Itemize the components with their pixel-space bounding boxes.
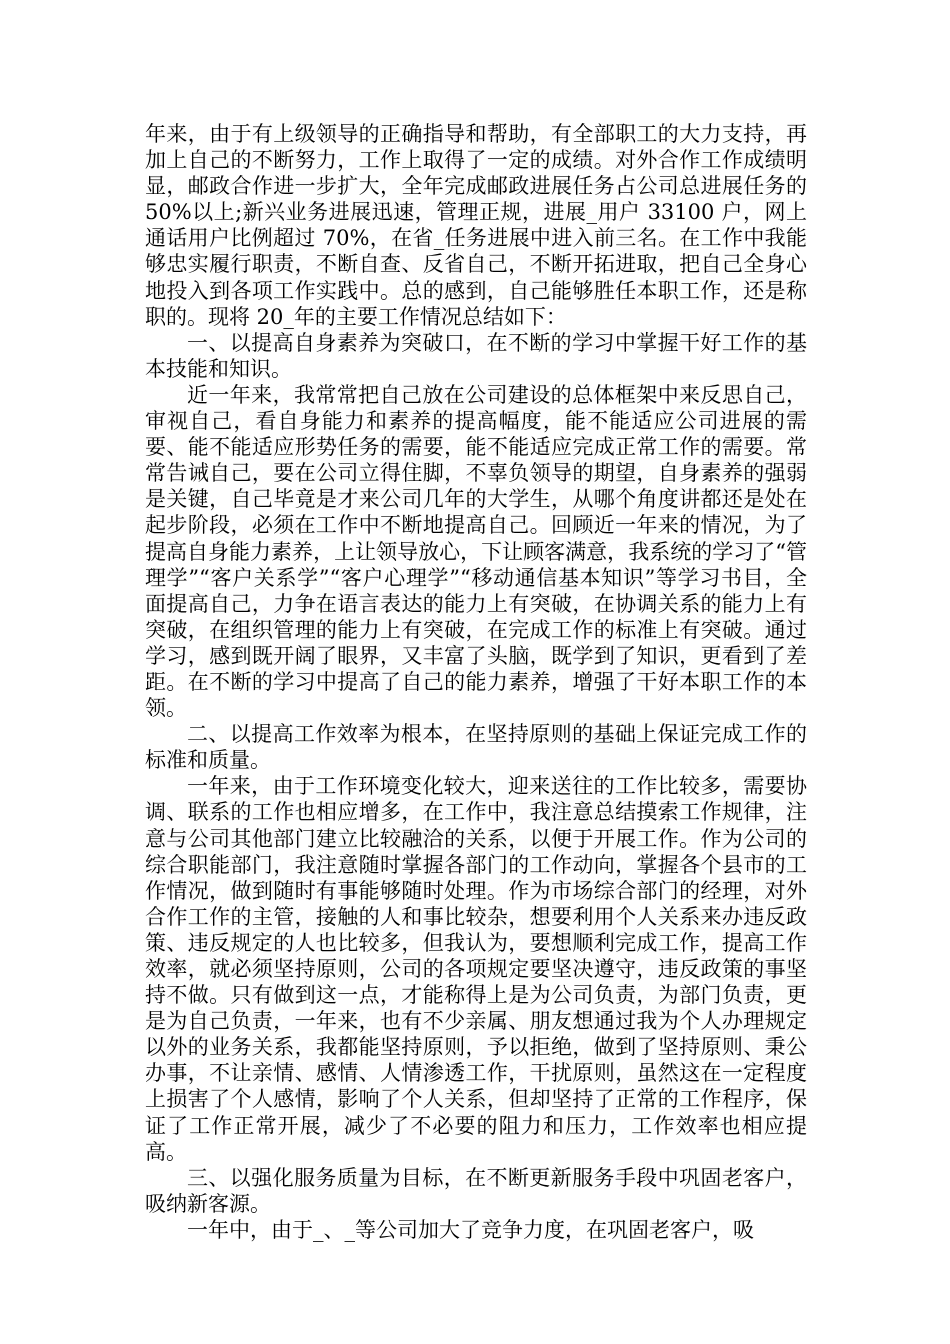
section-heading-1: 一、以提高自身素养为突破口，在不断的学习中掌握干好工作的基本技能和知识。 (145, 330, 807, 381)
paragraph-service: 一年中，由于_、_等公司加大了竞争力度，在巩固老客户，吸 (187, 1217, 754, 1242)
document-page (145, 121, 807, 1243)
paragraph-intro: 年来，由于有上级领导的正确指导和帮助，有全部职工的大力支持，再加上自己的不断努力，工作上取得了一定的成绩。对外合作工作成绩明显，邮政合作进一步扩大，全年完成邮政进展任务占公司总进展任务的 50%以上;新兴业务进展迅速，管理正规，进展_用户 33100 户，网上通话用户比例超过 70%，在省_任务进展中进入前三名。在工作中我能够忠实履行职责，不断自查、反省自己，不断开拓进取，把自己全身心地投入到各项工作实践中。总的感到，自己能够胜任本职工作，还是称职的。现将 20_年的主要工作情况总结如下： (145, 122, 807, 329)
section-heading-3: 三、以强化服务质量为目标，在不断更新服务手段中巩固老客户，吸纳新客源。 (145, 1165, 807, 1216)
section-heading-2: 二、以提高工作效率为根本，在坚持原则的基础上保证完成工作的标准和质量。 (145, 722, 807, 773)
paragraph-learning: 近一年来，我常常把自己放在公司建设的总体框架中来反思自己，审视自己，看自身能力和素养的提高幅度，能不能适应公司进展的需要、能不能适应形势任务的需要，能不能适应完成正常工作的需要。常常告诫自己，要在公司立得住脚，不辜负领导的期望，自身素养的强弱是关键，自己毕竟是才来公司几年的大学生，从哪个角度讲都还是处在起步阶段，必须在工作中不断地提高自己。回顾近一年来的情况，为了提高自身能力素养，上让领导放心，下让顾客满意，我系统的学习了“管理学”“客户关系学”“客户心理学”“移动通信基本知识”等学习书目，全面提高自己，力争在语言表达的能力上有突破，在协调关系的能力上有突破，在组织管理的能力上有突破，在完成工作的标准上有突破。通过学习，感到既开阔了眼界，又丰富了头脑，既学到了知识，更看到了差距。在不断的学习中提高了自己的能力素养，增强了干好本职工作的本领。 (145, 382, 807, 721)
paragraph-efficiency: 一年来，由于工作环境变化较大，迎来送往的工作比较多，需要协调、联系的工作也相应增多，在工作中，我注意总结摸索工作规律，注意与公司其他部门建立比较融洽的关系，以便于开展工作。作为公司的综合职能部门，我注意随时掌握各部门的工作动向，掌握各个县市的工作情况，做到随时有事能够随时处理。作为市场综合部门的经理，对外合作工作的主管，接触的人和事比较杂，想要利用个人关系来办违反政策、违反规定的人也比较多，但我认为，要想顺利完成工作，提高工作效率，就必须坚持原则，公司的各项规定要坚决遵守，违反政策的事坚持不做。只有做到这一点，才能称得上是为公司负责，为部门负责，更是为自己负责，一年来，也有不少亲属、朋友想通过我为个人办理规定以外的业务关系，我都能坚持原则，予以拒绝，做到了坚持原则、秉公办事，不让亲情、感情、人情渗透工作，干扰原则，虽然这在一定程度上损害了个人感情，影响了个人关系，但却坚持了正常的工作程序，保证了工作正常开展，减少了不必要的阻力和压力，工作效率也相应提高。 (145, 774, 807, 1164)
